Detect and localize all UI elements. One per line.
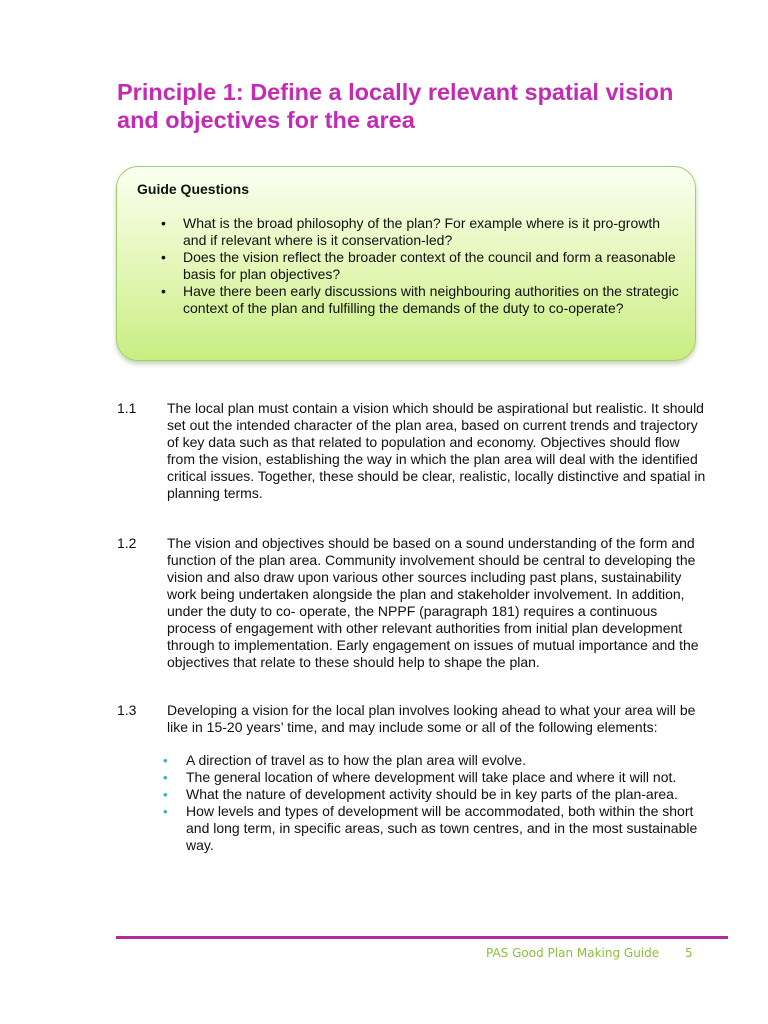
bullet-icon: • xyxy=(163,753,168,768)
guide-question xyxy=(161,283,681,317)
bullet-icon: • xyxy=(163,804,168,819)
guide-question xyxy=(161,249,681,283)
footer-divider xyxy=(116,936,728,939)
paragraph-text: The local plan must contain a vision which should be aspirational but realistic. It should set out the intended character of the plan area, based on current trends and trajectory of key data such as that related to population and economy. Objectives should flow from the vision, establishing the way in which the plan area will deal with the identified critical issues. Together, these should be clear, realistic, locally distinctive and spatial in planning terms. xyxy=(167,400,706,501)
guide-questions-list xyxy=(161,215,681,317)
guide-question-text: What is the broad philosophy of the plan? For example where is it pro-growth and if relevant where is it conservation-led? xyxy=(183,215,661,248)
paragraph-text: The vision and objectives should be based on a sound understanding of the form and function of the plan area. Community involvement should be central to developing the vision and also draw upon various other sources including past plans, sustainability work being undertaken alongside the plan and stakeholder involvement. In addition, under the duty to co- operate, the NPPF (paragraph 181) requires a continuous process of engagement with other relevant authorities from initial plan development through to implementation. Early engagement on issues of mutual importance and the objectives that relate to these should help to shape the plan. xyxy=(167,535,699,670)
bullet-icon: • xyxy=(163,787,168,802)
paragraph-number: 1.2 xyxy=(117,535,137,551)
paragraph-text: Developing a vision for the local plan involves looking ahead to what your area will be like in 15-20 years’ time, and may include some or all of the following elements: xyxy=(167,702,696,735)
bullet-icon: • xyxy=(163,770,168,785)
list-item-text: What the nature of development activity should be in key parts of the plan-area. xyxy=(186,786,678,802)
guide-question xyxy=(161,215,681,249)
list-item xyxy=(161,769,706,786)
footer-title: PAS Good Plan Making Guide xyxy=(486,946,660,960)
bullet-icon: • xyxy=(161,283,166,299)
page-title: Principle 1: Define a locally relevant spatial vision and objectives for the area xyxy=(117,79,674,133)
paragraph-number: 1.1 xyxy=(117,400,137,416)
page-number: 5 xyxy=(685,946,693,960)
guide-question-text: Does the vision reflect the broader context of the council and form a reasonable basis for plan objectives? xyxy=(183,249,676,282)
paragraph-1-3-bullets xyxy=(161,752,706,854)
list-item xyxy=(161,752,706,769)
guide-heading: Guide Questions xyxy=(137,181,250,197)
list-item xyxy=(161,803,706,854)
bullet-icon: • xyxy=(161,215,166,231)
list-item-text: How levels and types of development will be accommodated, both within the short and long term, in specific areas, such as town centres, and in the most sustainable way. xyxy=(186,803,698,853)
guide-questions-box xyxy=(116,166,696,361)
guide-question-text: Have there been early discussions with neighbouring authorities on the strategic context of the plan and fulfilling the demands of the duty to co-operate? xyxy=(183,283,679,316)
bullet-icon: • xyxy=(161,249,166,265)
list-item xyxy=(161,786,706,803)
list-item-text: A direction of travel as to how the plan area will evolve. xyxy=(186,752,527,768)
list-item-text: The general location of where development will take place and where it will not. xyxy=(186,769,677,785)
paragraph-number: 1.3 xyxy=(117,702,137,718)
